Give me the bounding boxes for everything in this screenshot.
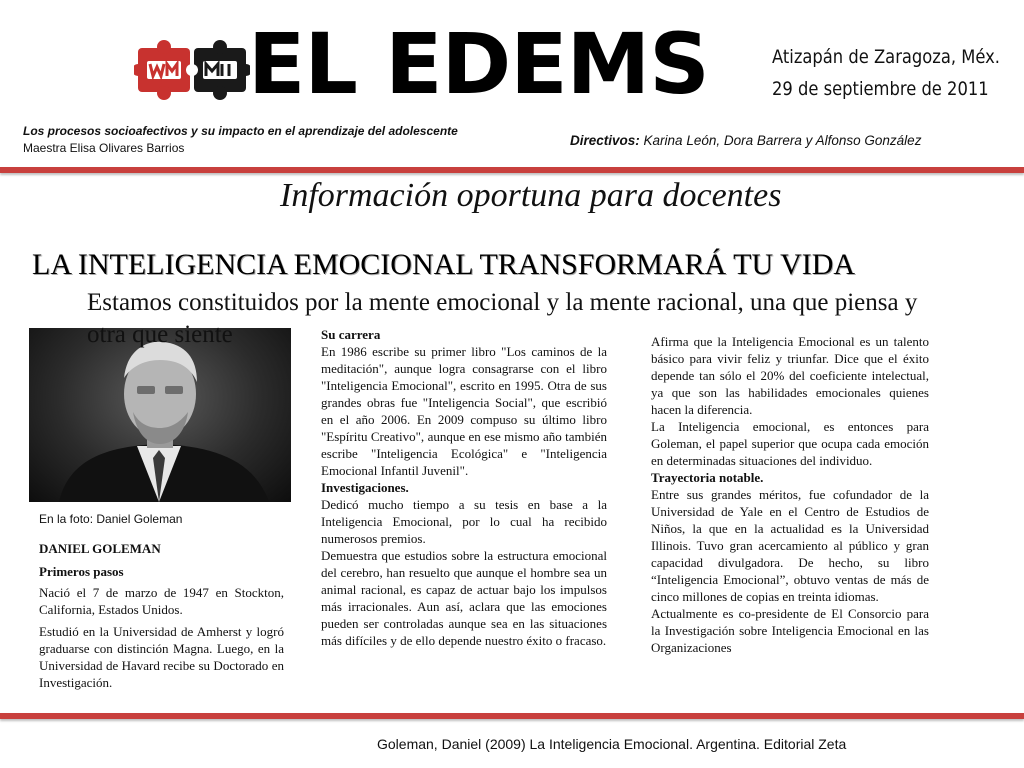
subhead-trayectoria: Trayectoria notable. (651, 470, 764, 485)
date-text: 29 de septiembre de 2011 (772, 78, 989, 100)
paragraph: Entre sus grandes méritos, fue cofundador de la Universidad de Yale en el Centro de Estudios de Niños, la que en la actualidad es la Universidad Illinois. Tuvo gran acercamiento al público y gran capacidad divulgadora. De hecho, su libro “Inteligencia Emocional”, obtuvo ventas de más de cinco millones de copias en treinta idiomas. (651, 487, 929, 604)
headline: LA INTELIGENCIA EMOCIONAL TRANSFORMARÁ TU VIDA (32, 248, 856, 281)
logo-black-piece (186, 40, 250, 100)
paragraph: Estudió en la Universidad de Amherst y logró graduarse con distinción Magna. Luego, en la Universidad de Havard recibe su Doctorado en Investigación. (39, 624, 284, 690)
subhead-investigaciones: Investigaciones. (321, 480, 409, 495)
bottom-divider (0, 713, 1024, 719)
deck-text: Estamos constituidos por la mente emocional y la mente racional, una que piensa y otra que siente (87, 289, 918, 348)
paragraph: Nació el 7 de marzo de 1947 en Stockton, California, Estados Unidos. (39, 585, 284, 617)
citation: Goleman, Daniel (2009) La Inteligencia Emocional. Argentina. Editorial Zeta (377, 736, 847, 752)
directivos-label: Directivos: (570, 133, 640, 148)
directivos-names: Karina León, Dora Barrera y Alfonso González (643, 133, 922, 148)
subhead-su-carrera: Su carrera (321, 327, 381, 342)
paragraph: Actualmente es co-presidente de El Consorcio para la Investigación sobre Inteligencia Emocional en las Organizaciones (651, 606, 929, 655)
portrait-illustration (29, 328, 291, 502)
teacher-line: Maestra Elisa Olivares Barrios (23, 141, 185, 155)
location-text: Atizapán de Zaragoza, Méx. (772, 46, 1000, 68)
photo-caption: En la foto: Daniel Goleman (39, 512, 183, 526)
paragraph: En 1986 escribe su primer libro "Los caminos de la meditación", aunque logra consagrarse con el libro "Inteligencia Emocional", escrito en 1995. Otra de sus grandes obras fue "Inteligencia Social", que escribió en el año 2006. En 2009 compuso su último libro "Espíritu Creativo", aunque en ese mismo año también escribe "Inteligencia Ecológica" e "Inteligencia Emocional Infantil Juvenil". (321, 344, 607, 478)
column-1 (39, 540, 284, 696)
logo-red-piece (134, 40, 190, 100)
paragraph: La Inteligencia emocional, es entonces para Goleman, el papel superior que ocupa cada emoción en determinadas situaciones del individuo. (651, 419, 929, 468)
column-3 (651, 333, 929, 656)
column-2 (321, 326, 607, 649)
paragraph: Demuestra que estudios sobre la estructura emocional del cerebro, han resuelto que aunque el hombre sea un animal racional, es capaz de actuar bajo los impulsos más irracionales. Aun así, aclara que las emociones pueden ser controladas aunque sea en las situaciones más difíciles y de ello depende nuestro éxito o fracaso. (321, 548, 607, 648)
masthead-title: EL EDEMS (248, 15, 709, 113)
paragraph: Dedicó mucho tiempo a su tesis en base a la Inteligencia Emocional, por lo cual ha recibido numerosos premios. (321, 497, 607, 546)
subhead-primeros-pasos: Primeros pasos (39, 564, 124, 579)
section-title: Información oportuna para docentes (280, 177, 782, 214)
paragraph: Afirma que la Inteligencia Emocional es un talento básico para vivir feliz y triunfar. Dice que el éxito depende tan sólo el 20% del coeficiente intelectual, ya que son las habilidades emocionales quienes hacen la diferencia. (651, 334, 929, 417)
edems-logo (134, 38, 250, 102)
directivos-line (570, 133, 921, 148)
person-name: DANIEL GOLEMAN (39, 541, 161, 556)
goleman-photo (29, 328, 291, 502)
top-divider (0, 167, 1024, 173)
subject-line: Los procesos socioafectivos y su impacto en el aprendizaje del adolescente (23, 124, 458, 138)
